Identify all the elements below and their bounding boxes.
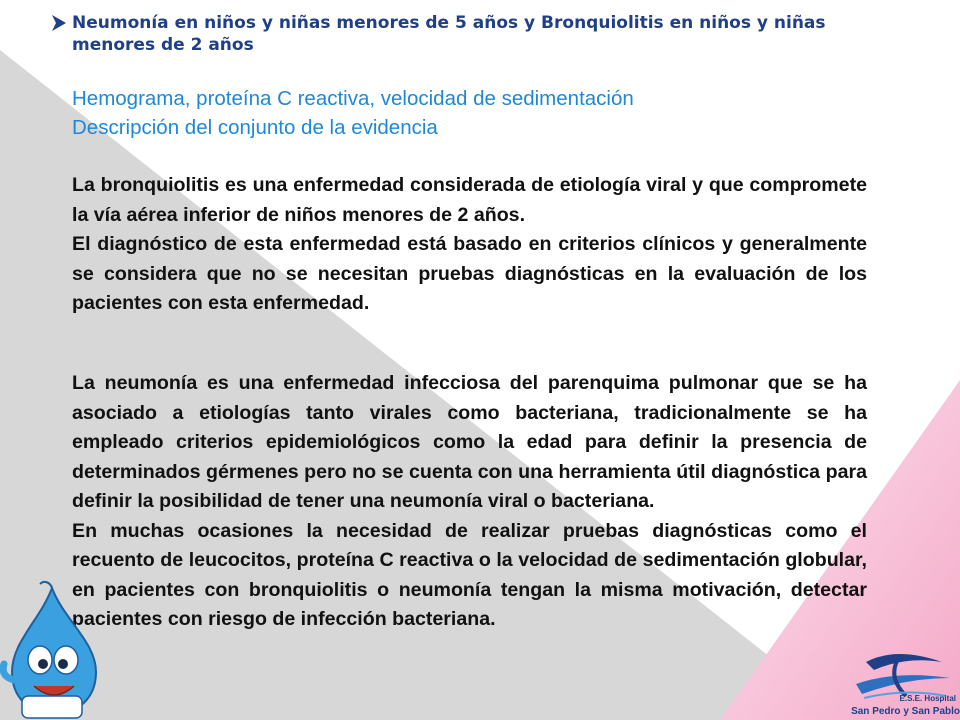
subtitle-line-1: Hemograma, proteína C reactiva, velocidad de sedimentación [72,87,634,110]
slide-subtitle [72,84,872,142]
water-drop-mascot [0,580,110,720]
arrow-bullet-icon [52,15,66,31]
hospital-logo-text-bottom: San Pedro y San Pablo [851,706,960,717]
paragraph-bronchiolitis-definition: La bronquiolitis es una enfermedad considerada de etiología viral y que compromete la vía aérea inferior de niños menores de 2 años. [72,174,867,226]
hospital-logo [846,648,960,720]
bronchiolitis-text-block [72,171,867,319]
paragraph-bronchiolitis-diagnosis: El diagnóstico de esta enfermedad está basado en criterios clínicos y generalmente se considera que no se necesitan pruebas diagnósticas en la evaluación de los pacientes con esta enfermedad. [72,233,867,314]
slide-title: Neumonía en niños y niñas menores de 5 años y Bronquiolitis en niños y niñas menores de 2 años [72,13,826,55]
paragraph-pneumonia-definition: La neumonía es una enfermedad infecciosa del parenquima pulmonar que se ha asociado a etiologías tanto virales como bacteriana, tradicionalmente se ha empleado criterios epidemiológicos como la edad para definir la presencia de determinados gérmenes pero no se cuenta con una herramienta útil diagnóstica para definir la posibilidad de tener una neumonía viral o bacteriana. [72,372,867,512]
hospital-logo-text-top: E.S.E. Hospital [899,694,956,703]
paragraph-diagnostic-tests: En muchas ocasiones la necesidad de realizar pruebas diagnósticas como el recuento de leucocitos, proteína C reactiva o la velocidad de sedimentación globular, en pacientes con bronquiolitis o neumonía tengan la misma motivación, detectar pacientes con riesgo de infección bacteriana. [72,519,867,630]
pneumonia-text-block [72,369,867,635]
subtitle-line-2: Descripción del conjunto de la evidencia [72,116,438,139]
